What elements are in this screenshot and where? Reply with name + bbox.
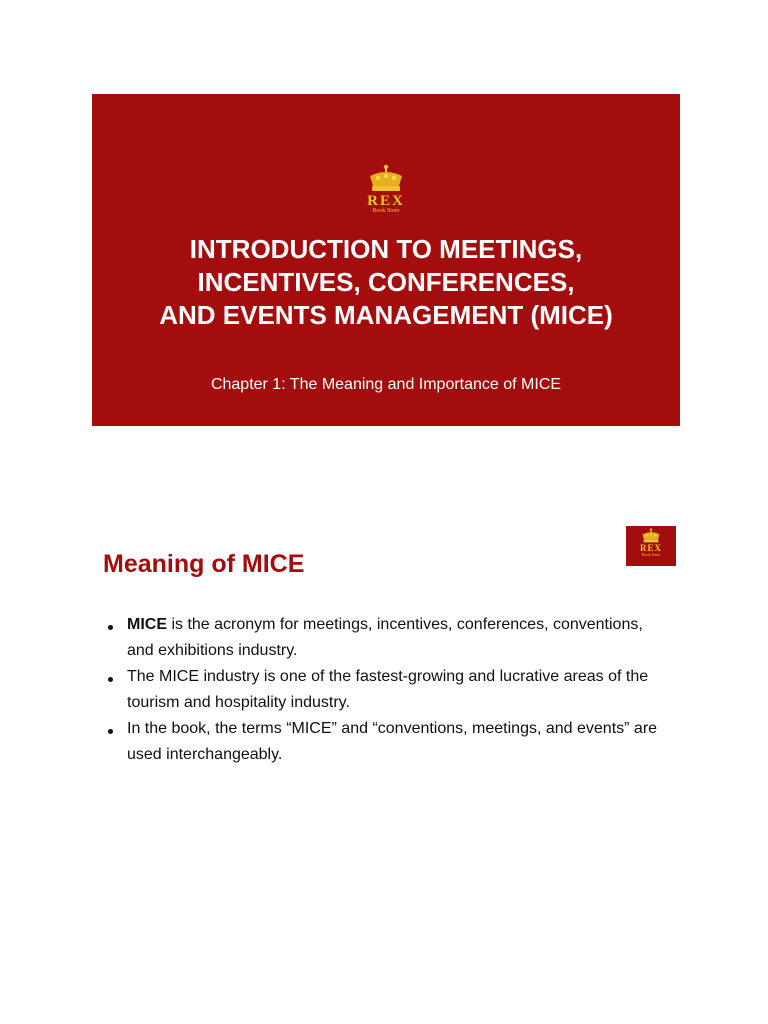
bullet-text: In the book, the terms “MICE” and “conventions, meetings, and events” are used interchangeably. xyxy=(127,720,658,763)
title-line: INCENTIVES, CONFERENCES, xyxy=(197,267,575,297)
logo-name: REX xyxy=(639,543,662,553)
title-line: INTRODUCTION TO MEETINGS, xyxy=(189,234,583,264)
chapter-subtitle: Chapter 1: The Meaning and Importance of MICE xyxy=(210,376,562,393)
bullet-text: is the acronym for meetings, incentives, conferences, conventions, and exhibitions industry. xyxy=(127,616,643,659)
title-line: AND EVENTS MANAGEMENT (MICE) xyxy=(159,300,613,330)
list-item xyxy=(106,716,666,768)
logo-subtitle: Book Store xyxy=(372,208,400,214)
logo-subtitle: Book Store xyxy=(641,552,661,557)
section-heading: Meaning of MICE xyxy=(103,550,305,578)
bullet-list xyxy=(106,612,666,768)
title-slide xyxy=(92,94,680,426)
list-item xyxy=(106,612,666,664)
logo-name: REX xyxy=(367,193,405,209)
rex-logo xyxy=(351,164,421,215)
bullet-text: The MICE industry is one of the fastest-growing and lucrative areas of the tourism and hospitality industry. xyxy=(127,668,649,711)
content-slide xyxy=(92,520,680,790)
rex-logo-small xyxy=(626,526,676,566)
crown-icon xyxy=(366,164,406,194)
list-item xyxy=(106,664,666,716)
bullet-bold-term: MICE xyxy=(127,616,167,633)
slide-title xyxy=(92,233,680,332)
crown-icon xyxy=(640,528,662,544)
